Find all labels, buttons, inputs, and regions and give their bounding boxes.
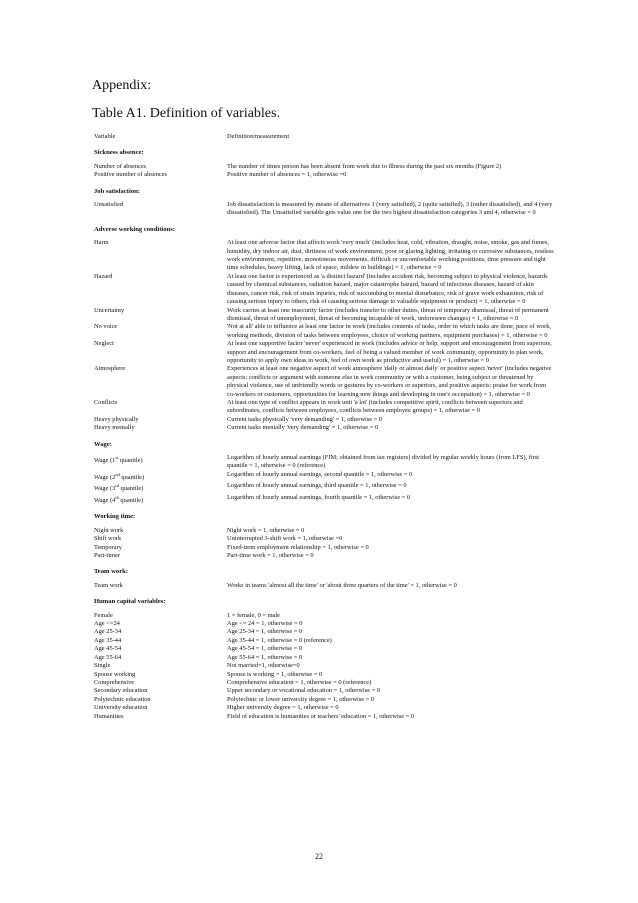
table-row (94, 307, 554, 324)
variable-definition: Experiences at least one negative aspect of work atmosphere 'daily or almost daily' or positive aspect 'never' (includes negative aspects: conflicts or argument with someone else in work community or with a customer, being subject or threatened by physical violence, use of unfriendly words or gestures by co-workers or superiors, and positive aspects: praise for work from co-workers or customers, opportunities for learning new things and developing in one's occupation) = 1, otherwise = 0 (227, 365, 552, 398)
variables-table (94, 133, 554, 721)
table-row (94, 679, 554, 687)
table-row (94, 713, 554, 721)
variable-name: Shift work (94, 535, 122, 543)
variable-definition: Logarithm of hourly annual earnings, third quantile = 1, otherwise = 0 (227, 482, 407, 490)
variable-definition: Upper secondary or vocational education = 1, otherwise = 0 (227, 687, 381, 695)
variable-name: Uncertainty (94, 306, 125, 314)
table-row (94, 704, 554, 712)
variable-definition: Age <= 24 = 1, otherwise = 0 (227, 620, 303, 628)
table-row (94, 671, 554, 679)
variable-name: Heavy physically (94, 415, 139, 423)
section-spacer (94, 141, 554, 149)
variable-definition: Comprehensive education = 1, otherwise = 0 (reference) (227, 678, 372, 686)
variable-name: Temporary (94, 543, 122, 551)
variable-name: Polytechnic education (94, 695, 151, 703)
table-title: Table A1. Definition of variables. (92, 106, 280, 121)
variable-definition: Age 55-64 = 1, otherwise = 0 (227, 653, 303, 661)
variable-definition: Job dissatisfaction is measured by means of alternatives 1 (very satisfied), 2 (quite satisfied), 3 (rather dissatisfied), and 4 (very dissatisfied). The Unsatisfied variable gets value one for the two highest dissatisfaction categories 3 and 4, otherwise = 0 (227, 201, 553, 217)
section-title: Team work: (94, 568, 129, 576)
variable-name: Age 55-64 (94, 653, 122, 661)
table-row (94, 171, 554, 179)
table-row (94, 424, 554, 432)
variable-name: Spouse working (94, 670, 136, 678)
table-row (94, 471, 554, 483)
variable-definition: Higher university degree = 1, otherwise = 0 (227, 704, 339, 712)
table-row (94, 494, 554, 506)
table-row (94, 454, 554, 471)
variable-definition: Not married=1, otherwise=0 (227, 662, 300, 670)
variable-name: Single (94, 662, 111, 670)
table-row (94, 620, 554, 628)
variable-definition: Works in teams 'almost all the time' or 'about three quarters of the time' = 1, otherwise = 0 (227, 581, 457, 589)
variable-definition: At least one type of conflict appears in work unit 'a lot' (includes competitive spirit, conflicts between superiors and subordinates, conflicts between employees, conflicts between employee groups) = 1, otherwise = 0 (227, 398, 523, 415)
variable-definition: Logarithm of hourly annual earnings, fourth quantile = 1, otherwise = 0 (227, 493, 411, 501)
variable-name: Comprehensive (94, 678, 135, 686)
variable-name: Positive number of absences (94, 171, 167, 179)
variable-definition: At least one supportive factor 'never' experienced in work (includes advice or help, support and encouragement from superiors, support and encouragement from co-workers, feel of being a valued member of work community, opportunity to plan work, opportunity to apply own ideas in work, feel of own work as productive and useful) = 1, otherwise = 0 (227, 340, 552, 364)
variable-definition: 'Not at all' able to influence at least one factor in work (includes contents of tasks, order in which tasks are done, pace of work, working methods, division of tasks between employees, choice of working partners, equipment purchases) = 1, otherwise = 0 (227, 323, 552, 339)
table-row (94, 637, 554, 645)
table-row (94, 273, 554, 307)
variable-name: Heavy mentally (94, 424, 135, 432)
table-row (94, 645, 554, 653)
variable-name: Part-timer (94, 552, 120, 560)
section-title: Wage: (94, 440, 112, 448)
table-header (94, 133, 554, 141)
section-spacer (94, 560, 554, 568)
variable-definition: Logarithm of hourly annual earnings, second quantile = 1, otherwise = 0 (227, 470, 413, 478)
variable-name: Team work (94, 581, 123, 589)
page-number: 22 (315, 852, 323, 861)
table-row (94, 201, 554, 218)
table-row (94, 552, 554, 560)
variable-name: Wage (1st quantile) (94, 455, 143, 465)
section-spacer (94, 218, 554, 226)
variable-name: Night work (94, 526, 124, 534)
table-row (94, 163, 554, 171)
variable-name: Atmosphere (94, 365, 126, 373)
table-row (94, 416, 554, 424)
variable-definition: Age 45-54 = 1, otherwise = 0 (227, 645, 303, 653)
table-row (94, 239, 554, 273)
appendix-heading: Appendix: (92, 78, 152, 93)
section-title: Job satisfaction: (94, 187, 140, 195)
table-row (94, 544, 554, 552)
section-spacer (94, 433, 554, 441)
variable-name: Age <=24 (94, 620, 120, 628)
variable-definition: Current tasks mentally 'very demanding' = 1, otherwise = 0 (227, 424, 379, 432)
header-definition: Definition/measurement (227, 133, 290, 140)
variable-definition: Part-time work = 1, otherwise = 0 (227, 552, 314, 560)
table-row (94, 399, 554, 416)
table-row (94, 323, 554, 340)
variable-definition: Night work = 1, otherwise = 0 (227, 526, 305, 534)
variable-name: Conflicts (94, 398, 118, 406)
variable-name: Hazard (94, 272, 113, 280)
table-row (94, 582, 554, 590)
variable-name: Age 35-44 (94, 636, 122, 644)
variable-definition: At least one adverse factor that affects work 'very much' (includes heat, cold, vibration, draught, noise, smoke, gas and fumes, humidity, dry indoor air, dust, dirtiness of work environment, poor or glaring lighting, irritating or corrosive substances, restless work environment, repetitive, monotonous movements, difficult or uncomfortable working positions, time pressure and tight time schedules, heavy lifting, lack of space, mildew in buildings) = 1, otherwise = 0 (227, 239, 554, 272)
variable-definition: The number of times person has been absent from work due to illness during the past six months (Figure 2) (227, 162, 502, 170)
section-title: Working time: (94, 513, 136, 521)
variable-name: Age 25-34 (94, 628, 122, 636)
variable-definition: At least one factor is experienced as 'a distinct hazard' (includes accident risk, becoming subject to physical violence, hazards caused by chemical substances, radiation hazard, major catastrophe hazard, hazard of infectious diseases, hazard of skin diseases, cancer risk, risk of strain injuries, risk of succumbing to mental disturbance, risk of grave work exhaustion, risk of causing serious injury to others, risk of causing serious damage to valuable equipment or product) = 1, otherwise = 0 (227, 272, 548, 306)
variable-name: Female (94, 611, 113, 619)
section-spacer (94, 590, 554, 598)
header-variable: Variable (94, 133, 116, 140)
variable-name: Neglect (94, 340, 114, 348)
table-body (94, 141, 554, 721)
variable-definition: Age 35-44 = 1, otherwise = 0 (reference) (227, 636, 332, 644)
variable-definition: Age 25-34 = 1, otherwise = 0 (227, 628, 303, 636)
section-spacer (94, 180, 554, 188)
variable-definition: Spouse is working = 1, otherwise = 0 (227, 670, 323, 678)
section-title: Adverse working conditions: (94, 225, 175, 233)
table-row (94, 654, 554, 662)
variable-definition: Logarithm of hourly annual earnings (FIM; obtained from tax registers) divided by regular weekly hours (from LFS), first quantile = 1, otherwise = 0 (reference) (227, 454, 540, 470)
section-spacer (94, 505, 554, 513)
variable-name: Humanities (94, 712, 124, 720)
variable-name: Number of absences (94, 162, 147, 170)
table-row (94, 535, 554, 543)
table-row (94, 482, 554, 494)
variable-definition: Positive number of absences = 1, otherwise =0 (227, 171, 347, 179)
variable-definition: Fixed-term employment relationship = 1, otherwise = 0 (227, 543, 369, 551)
variable-name: University education (94, 704, 148, 712)
section-title: Human capital variables: (94, 598, 166, 606)
variable-definition: Work carries at least one insecurity factor (includes transfer to other duties, threat of temporary dismissal, threat of permanent dismissal, threat of unemployment, threat of becoming incapable of work, unforeseen changes) = 1, otherwise = 0 (227, 306, 549, 322)
variable-name: Wage (4th quantile) (94, 494, 144, 504)
variable-name: Wage (3rd quantile) (94, 483, 144, 493)
variable-name: Wage (2nd quantile) (94, 471, 145, 481)
variable-name: No voice (94, 323, 118, 331)
variable-name: Secondary education (94, 687, 148, 695)
variable-definition: Current tasks physically 'very demanding' = 1, otherwise = 0 (227, 415, 383, 423)
variable-definition: Uninterrupted 3-shift work = 1, otherwise =0 (227, 535, 343, 543)
variable-name: Unsatisfied (94, 201, 124, 209)
table-row (94, 687, 554, 695)
section-title: Sickness absence: (94, 149, 144, 157)
table-row (94, 662, 554, 670)
variable-name: Harm (94, 239, 109, 247)
table-row (94, 612, 554, 620)
table-row (94, 527, 554, 535)
variable-definition: Polytechnic or lower university degree = 1, otherwise = 0 (227, 695, 375, 703)
table-row (94, 696, 554, 704)
table-row (94, 628, 554, 636)
variable-name: Age 45-54 (94, 645, 122, 653)
variable-definition: Field of education is humanities or teachers' education = 1, otherwise = 0 (227, 712, 415, 720)
table-row (94, 340, 554, 365)
table-row (94, 365, 554, 399)
variable-definition: 1 = female, 0 = male (227, 611, 280, 619)
